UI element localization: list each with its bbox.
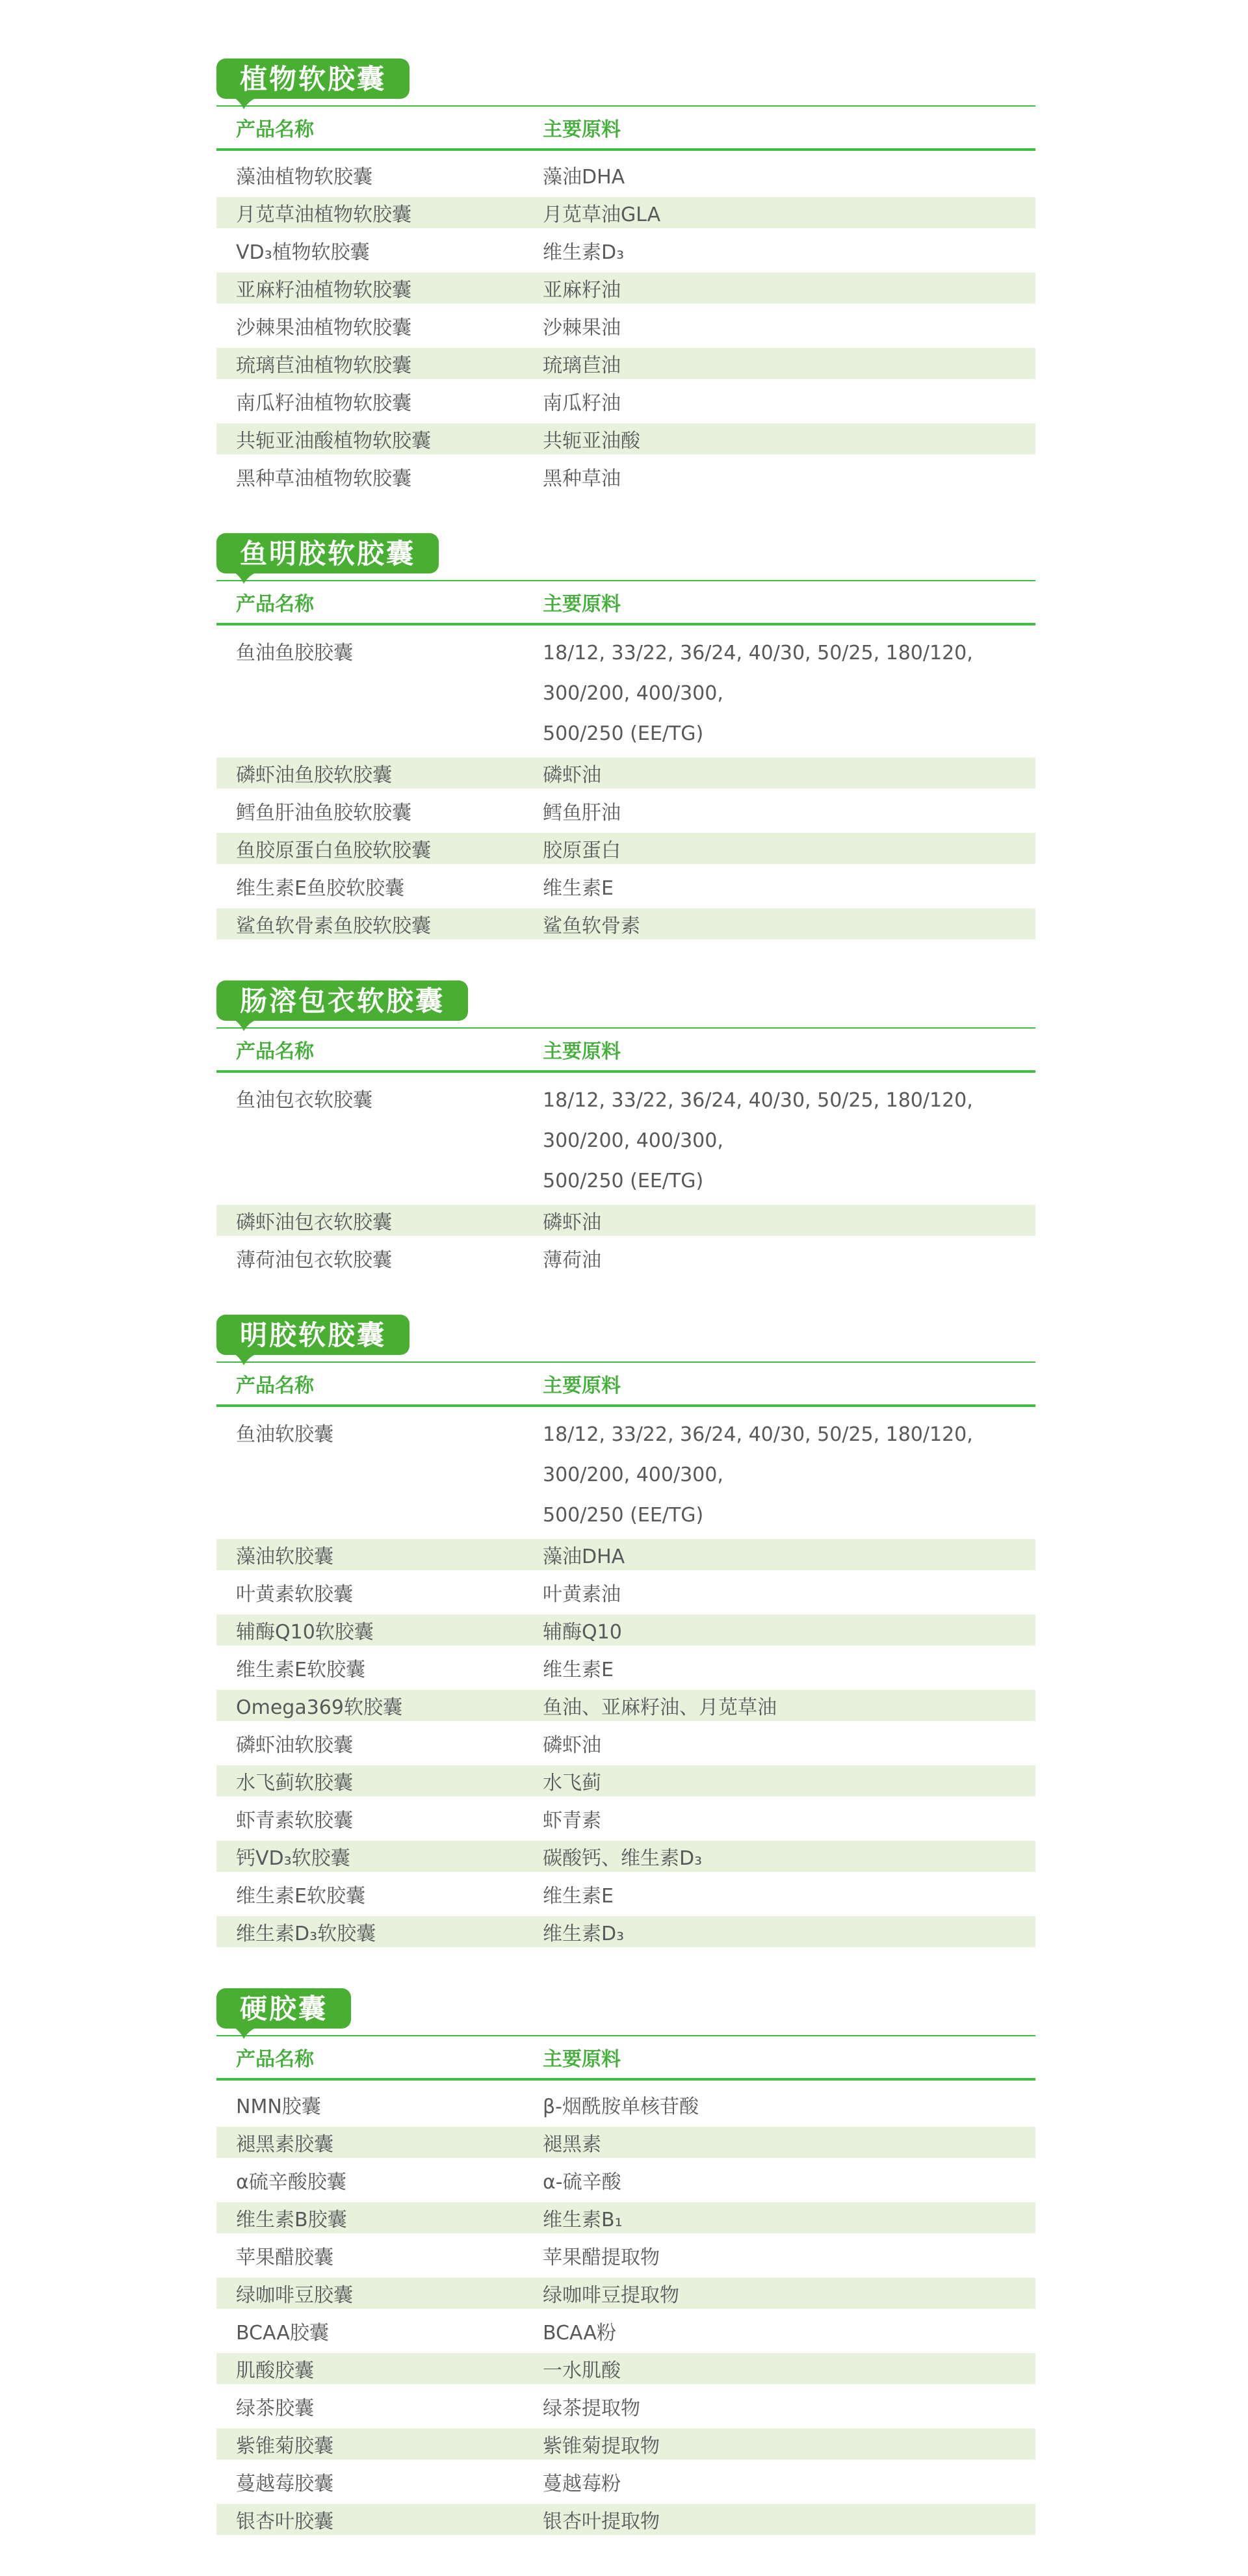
ingredient-text: 磷虾油 xyxy=(543,764,601,787)
product-catalog-content xyxy=(216,59,1035,2576)
ingredient-text: 琉璃苣油 xyxy=(543,354,621,377)
product-name-text: 褪黑素胶囊 xyxy=(236,2133,333,2156)
product-name-cell xyxy=(216,1415,543,1455)
ingredient-cell xyxy=(543,2505,1035,2534)
product-name-cell xyxy=(216,387,543,415)
product-section xyxy=(216,533,1035,943)
product-name-cell xyxy=(216,2505,543,2534)
product-name-cell xyxy=(216,796,543,825)
table-row xyxy=(216,2123,1035,2161)
product-name-text: 南瓜籽油植物软胶囊 xyxy=(236,392,411,415)
divider-rule-bottom xyxy=(216,1070,1035,1073)
table-row xyxy=(216,2086,1035,2123)
table-body xyxy=(216,1078,1035,1277)
product-name-cell xyxy=(216,834,543,863)
column-header-ingredient: 主要原料 xyxy=(543,2048,621,2071)
ingredient-cell xyxy=(543,236,1035,265)
ingredient-cell xyxy=(543,1880,1035,1908)
badge-tail-icon xyxy=(233,98,258,109)
table-row xyxy=(216,382,1035,420)
product-name-text: 鱼油包衣软胶囊 xyxy=(236,1089,372,1112)
ingredient-text: 黑种草油 xyxy=(543,467,621,490)
product-name-text: 黑种草油植物软胶囊 xyxy=(236,467,411,490)
ingredient-cell xyxy=(543,2166,1035,2194)
table-row xyxy=(216,2161,1035,2199)
ingredient-text: 维生素D₃ xyxy=(543,241,625,264)
product-name-cell xyxy=(216,2166,543,2194)
ingredient-text: BCAA粉 xyxy=(543,2322,616,2345)
ingredient-cell xyxy=(543,1540,1035,1569)
product-name-text: 鲨鱼软骨素鱼胶软胶囊 xyxy=(236,915,431,938)
section-badge xyxy=(216,59,410,99)
product-name-cell xyxy=(216,1880,543,1908)
product-name-cell xyxy=(216,2467,543,2496)
table-row xyxy=(216,2199,1035,2237)
product-name-text: α硫辛酸胶囊 xyxy=(236,2171,346,2194)
table-header-row xyxy=(216,1363,1035,1404)
table-row xyxy=(216,194,1035,231)
product-name-cell xyxy=(216,2430,543,2458)
section-badge xyxy=(216,1988,351,2029)
product-name-text: VD₃植物软胶囊 xyxy=(236,241,370,264)
ingredient-cell xyxy=(543,910,1035,938)
badge-tail-icon xyxy=(233,572,258,584)
product-name-text: 钙VD₃软胶囊 xyxy=(236,1847,350,1870)
ingredient-cell xyxy=(543,2354,1035,2383)
column-header-ingredient: 主要原料 xyxy=(543,118,621,141)
table-row xyxy=(216,1202,1035,1239)
ingredient-text: 18/12, 33/22, 36/24, 40/30, 50/25, 180/120, 300/200, 400/300, xyxy=(543,1423,973,1486)
product-name-text: 鱼油鱼胶胶囊 xyxy=(236,642,353,664)
ingredient-cell xyxy=(543,759,1035,787)
product-name-text: 磷虾油软胶囊 xyxy=(236,1734,353,1757)
product-name-text: 磷虾油鱼胶软胶囊 xyxy=(236,764,392,787)
badge-tail-icon xyxy=(233,1019,258,1031)
ingredient-text: 虾青素 xyxy=(543,1809,601,1832)
product-name-cell xyxy=(216,1244,543,1272)
ingredient-text: 一水肌酸 xyxy=(543,2359,621,2382)
ingredient-text: 维生素B₁ xyxy=(543,2209,623,2231)
ingredient-cell xyxy=(543,1616,1035,1644)
table-header-row xyxy=(216,2036,1035,2078)
divider-rule-bottom xyxy=(216,148,1035,151)
section-badge-label: 硬胶囊 xyxy=(216,1988,351,2029)
ingredient-text: 18/12, 33/22, 36/24, 40/30, 50/25, 180/120, 300/200, 400/300, xyxy=(543,642,973,705)
product-name-text: 藻油植物软胶囊 xyxy=(236,166,372,189)
ingredient-cell xyxy=(543,2241,1035,2270)
table-row xyxy=(216,2425,1035,2463)
table-body xyxy=(216,2086,1035,2538)
product-name-text: Omega369软胶囊 xyxy=(236,1696,402,1719)
ingredient-cell xyxy=(543,2467,1035,2496)
product-name-cell xyxy=(216,1616,543,1644)
ingredient-cell xyxy=(543,349,1035,378)
table-body xyxy=(216,156,1035,495)
table-row xyxy=(216,1078,1035,1202)
ingredient-cell xyxy=(543,1917,1035,1946)
product-name-text: 维生素E软胶囊 xyxy=(236,1659,365,1681)
ingredient-text: 绿茶提取物 xyxy=(543,2397,640,2420)
product-name-text: BCAA胶囊 xyxy=(236,2322,329,2345)
table-row xyxy=(216,631,1035,754)
table-row xyxy=(216,1762,1035,1800)
product-name-cell xyxy=(216,1842,543,1871)
ingredient-cell xyxy=(543,2317,1035,2345)
ingredient-text: 维生素E xyxy=(543,877,614,900)
ingredient-text: 薄荷油 xyxy=(543,1249,601,1272)
product-name-text: 维生素D₃软胶囊 xyxy=(236,1923,376,1945)
ingredient-cell xyxy=(543,2392,1035,2421)
ingredient-text: 辅酶Q10 xyxy=(543,1621,622,1644)
product-section xyxy=(216,980,1035,1277)
ingredient-text: 18/12, 33/22, 36/24, 40/30, 50/25, 180/120, 300/200, 400/300, xyxy=(543,1089,973,1152)
product-name-text: 蔓越莓胶囊 xyxy=(236,2473,333,2495)
ingredient-cell xyxy=(543,274,1035,302)
product-name-text: 磷虾油包衣软胶囊 xyxy=(236,1211,392,1234)
column-header-ingredient: 主要原料 xyxy=(543,1374,621,1397)
section-list xyxy=(216,59,1035,2538)
product-name-text: 紫锥菊胶囊 xyxy=(236,2435,333,2458)
section-badge-label: 鱼明胶软胶囊 xyxy=(216,533,439,573)
table-row xyxy=(216,2387,1035,2425)
table-row xyxy=(216,867,1035,905)
table-row xyxy=(216,1687,1035,1724)
table-row xyxy=(216,1412,1035,1536)
ingredient-text: 水飞蓟 xyxy=(543,1772,601,1794)
badge-tail-icon xyxy=(233,1354,258,1365)
product-name-cell xyxy=(216,198,543,227)
ingredient-text: 胶原蛋白 xyxy=(543,839,621,862)
ingredient-cell xyxy=(543,1081,1035,1202)
section-badge xyxy=(216,1315,410,1355)
product-name-cell xyxy=(216,2203,543,2232)
column-header-product: 产品名称 xyxy=(236,593,314,616)
section-badge xyxy=(216,533,439,573)
ingredient-cell xyxy=(543,872,1035,900)
ingredient-cell xyxy=(543,1691,1035,1720)
product-name-cell xyxy=(216,2392,543,2421)
section-badge-label: 植物软胶囊 xyxy=(216,59,410,99)
table-row xyxy=(216,420,1035,458)
ingredient-cell xyxy=(543,2430,1035,2458)
product-name-cell xyxy=(216,462,543,491)
product-name-cell xyxy=(216,872,543,900)
ingredient-cell xyxy=(543,1804,1035,1833)
table-header-row xyxy=(216,1029,1035,1070)
product-name-text: 月苋草油植物软胶囊 xyxy=(236,204,411,226)
ingredient-text: 500/250 (EE/TG) xyxy=(543,1170,704,1192)
column-header-product: 产品名称 xyxy=(236,2048,314,2071)
product-name-cell xyxy=(216,236,543,265)
product-name-cell xyxy=(216,1578,543,1607)
product-name-cell xyxy=(216,274,543,302)
product-name-cell xyxy=(216,425,543,453)
product-name-text: 亚麻籽油植物软胶囊 xyxy=(236,279,411,302)
ingredient-cell xyxy=(543,1206,1035,1235)
ingredient-text: 银杏叶提取物 xyxy=(543,2510,660,2533)
product-name-cell xyxy=(216,759,543,787)
ingredient-cell xyxy=(543,1653,1035,1682)
table-row xyxy=(216,792,1035,830)
product-name-text: 沙棘果油植物软胶囊 xyxy=(236,317,411,339)
ingredient-cell xyxy=(543,1842,1035,1871)
product-name-text: 琉璃苣油植物软胶囊 xyxy=(236,354,411,377)
ingredient-text: 南瓜籽油 xyxy=(543,392,621,415)
ingredient-cell xyxy=(543,2090,1035,2119)
product-name-text: 薄荷油包衣软胶囊 xyxy=(236,1249,392,1272)
product-name-text: 共轭亚油酸植物软胶囊 xyxy=(236,430,431,453)
table-row xyxy=(216,1239,1035,1277)
ingredient-cell xyxy=(543,2128,1035,2157)
ingredient-text: 褪黑素 xyxy=(543,2133,601,2156)
ingredient-text: 叶黄素油 xyxy=(543,1583,621,1606)
divider-rule-bottom xyxy=(216,1404,1035,1407)
product-name-text: 维生素E鱼胶软胶囊 xyxy=(236,877,404,900)
table-row xyxy=(216,1875,1035,1913)
product-name-text: 虾青素软胶囊 xyxy=(236,1809,353,1832)
table-row xyxy=(216,307,1035,345)
ingredient-text: 500/250 (EE/TG) xyxy=(543,722,704,745)
product-name-text: 苹果醋胶囊 xyxy=(236,2246,333,2269)
product-name-cell xyxy=(216,1540,543,1569)
ingredient-cell xyxy=(543,425,1035,453)
product-name-cell xyxy=(216,2090,543,2119)
table-row xyxy=(216,269,1035,307)
product-name-cell xyxy=(216,1804,543,1833)
table-row xyxy=(216,2463,1035,2501)
ingredient-text: 维生素D₃ xyxy=(543,1923,625,1945)
ingredient-cell xyxy=(543,2279,1035,2307)
ingredient-cell xyxy=(543,1767,1035,1795)
product-section xyxy=(216,1988,1035,2538)
table-body xyxy=(216,1412,1035,1951)
ingredient-cell xyxy=(543,1578,1035,1607)
product-name-cell xyxy=(216,349,543,378)
product-name-text: 鱼胶原蛋白鱼胶软胶囊 xyxy=(236,839,431,862)
table-row xyxy=(216,2350,1035,2387)
table-row xyxy=(216,2312,1035,2350)
ingredient-text: 鲨鱼软骨素 xyxy=(543,915,640,938)
product-name-text: 叶黄素软胶囊 xyxy=(236,1583,353,1606)
product-name-cell xyxy=(216,161,543,189)
column-header-ingredient: 主要原料 xyxy=(543,593,621,616)
ingredient-text: 蔓越莓粉 xyxy=(543,2473,621,2495)
product-name-text: 辅酶Q10软胶囊 xyxy=(236,1621,374,1644)
product-name-cell xyxy=(216,311,543,340)
product-name-cell xyxy=(216,2317,543,2345)
column-header-product: 产品名称 xyxy=(236,118,314,141)
section-badge-label: 肠溶包衣软胶囊 xyxy=(216,980,468,1021)
product-name-text: 藻油软胶囊 xyxy=(236,1545,333,1568)
table-row xyxy=(216,345,1035,382)
table-row xyxy=(216,1837,1035,1875)
table-row xyxy=(216,458,1035,495)
divider-rule-bottom xyxy=(216,623,1035,625)
ingredient-cell xyxy=(543,2203,1035,2232)
ingredient-cell xyxy=(543,198,1035,227)
table-header-row xyxy=(216,107,1035,148)
badge-tail-icon xyxy=(233,2027,258,2039)
ingredient-text: 500/250 (EE/TG) xyxy=(543,1504,704,1527)
table-row xyxy=(216,905,1035,943)
column-header-ingredient: 主要原料 xyxy=(543,1040,621,1063)
product-name-cell xyxy=(216,1653,543,1682)
table-row xyxy=(216,1800,1035,1837)
product-name-text: 鳕鱼肝油鱼胶软胶囊 xyxy=(236,802,411,824)
table-row xyxy=(216,2274,1035,2312)
product-name-cell xyxy=(216,2128,543,2157)
ingredient-cell xyxy=(543,161,1035,189)
table-row xyxy=(216,1611,1035,1649)
ingredient-text: 藻油DHA xyxy=(543,166,625,189)
product-name-cell xyxy=(216,1917,543,1946)
product-name-text: 银杏叶胶囊 xyxy=(236,2510,333,2533)
table-header-row xyxy=(216,581,1035,623)
ingredient-cell xyxy=(543,311,1035,340)
product-name-cell xyxy=(216,2354,543,2383)
divider-rule-bottom xyxy=(216,2078,1035,2081)
product-name-cell xyxy=(216,910,543,938)
ingredient-text: 月苋草油GLA xyxy=(543,204,661,226)
table-row xyxy=(216,1536,1035,1573)
ingredient-text: 绿咖啡豆提取物 xyxy=(543,2284,679,2307)
ingredient-text: 紫锥菊提取物 xyxy=(543,2435,660,2458)
ingredient-text: 藻油DHA xyxy=(543,1545,625,1568)
product-section xyxy=(216,59,1035,495)
ingredient-text: 沙棘果油 xyxy=(543,317,621,339)
table-row xyxy=(216,2501,1035,2538)
ingredient-cell xyxy=(543,462,1035,491)
table-row xyxy=(216,1724,1035,1762)
product-name-cell xyxy=(216,1729,543,1757)
product-name-text: 绿咖啡豆胶囊 xyxy=(236,2284,353,2307)
ingredient-cell xyxy=(543,796,1035,825)
ingredient-cell xyxy=(543,633,1035,754)
ingredient-text: 共轭亚油酸 xyxy=(543,430,640,453)
table-row xyxy=(216,1913,1035,1951)
ingredient-text: 磷虾油 xyxy=(543,1211,601,1234)
ingredient-text: 鳕鱼肝油 xyxy=(543,802,621,824)
table-row xyxy=(216,1573,1035,1611)
table-body xyxy=(216,631,1035,943)
ingredient-cell xyxy=(543,387,1035,415)
ingredient-text: 维生素E xyxy=(543,1659,614,1681)
product-name-cell xyxy=(216,633,543,674)
table-row xyxy=(216,231,1035,269)
product-name-cell xyxy=(216,1206,543,1235)
product-name-text: 鱼油软胶囊 xyxy=(236,1423,333,1446)
product-name-text: 肌酸胶囊 xyxy=(236,2359,314,2382)
product-name-cell xyxy=(216,1767,543,1795)
ingredient-cell xyxy=(543,1415,1035,1536)
column-header-product: 产品名称 xyxy=(236,1040,314,1063)
ingredient-cell xyxy=(543,834,1035,863)
section-badge xyxy=(216,980,468,1021)
product-name-text: 水飞蓟软胶囊 xyxy=(236,1772,353,1794)
product-name-text: 维生素B胶囊 xyxy=(236,2209,347,2231)
ingredient-text: 磷虾油 xyxy=(543,1734,601,1757)
ingredient-cell xyxy=(543,1244,1035,1272)
ingredient-text: 碳酸钙、维生素D₃ xyxy=(543,1847,703,1870)
product-section xyxy=(216,1315,1035,1951)
ingredient-text: β-烟酰胺单核苷酸 xyxy=(543,2096,699,2118)
column-header-product: 产品名称 xyxy=(236,1374,314,1397)
product-name-cell xyxy=(216,2279,543,2307)
product-name-cell xyxy=(216,1691,543,1720)
table-row xyxy=(216,2237,1035,2274)
table-row xyxy=(216,156,1035,194)
product-name-cell xyxy=(216,2241,543,2270)
ingredient-cell xyxy=(543,1729,1035,1757)
product-name-cell xyxy=(216,1081,543,1121)
product-name-text: NMN胶囊 xyxy=(236,2096,321,2118)
table-row xyxy=(216,754,1035,792)
ingredient-text: α-硫辛酸 xyxy=(543,2171,621,2194)
ingredient-text: 鱼油、亚麻籽油、月苋草油 xyxy=(543,1696,777,1719)
product-name-text: 绿茶胶囊 xyxy=(236,2397,314,2420)
section-badge-label: 明胶软胶囊 xyxy=(216,1315,410,1355)
table-row xyxy=(216,1649,1035,1687)
ingredient-text: 苹果醋提取物 xyxy=(543,2246,660,2269)
table-row xyxy=(216,830,1035,867)
ingredient-text: 亚麻籽油 xyxy=(543,279,621,302)
product-name-text: 维生素E软胶囊 xyxy=(236,1885,365,1908)
ingredient-text: 维生素E xyxy=(543,1885,614,1908)
